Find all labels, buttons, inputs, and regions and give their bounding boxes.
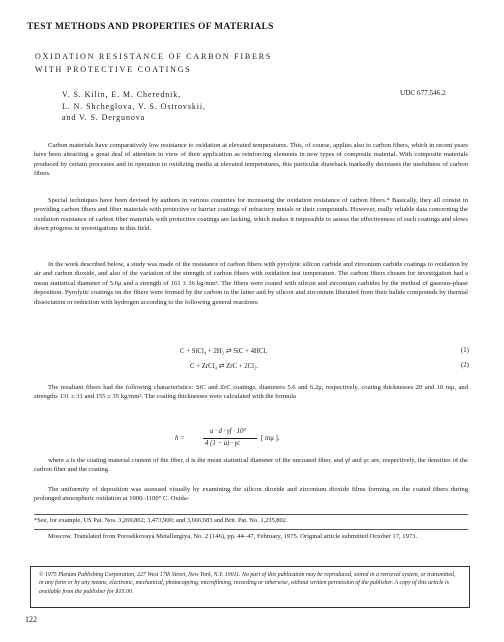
copyright-box: © 1975 Plenum Publishing Corporation, 227 West 17th Street, New York, N.Y. 10011. No part of this publication may be reproduced, stored in a retrieval system, or transmitted, in any form or by any means, electronic, mechanical, photocopying, microfilming, recording or otherwise, without written permission of the publisher. A copy of this article is available from the publisher for $15.00. [30, 566, 470, 608]
formula-denominator: 4 (1 − a) · γc [205, 440, 241, 447]
author-line: L. N. Shcheglova, V. S. Ostrovskii, [62, 101, 206, 111]
formula-lhs: h = [175, 435, 185, 442]
fraction-bar [203, 438, 257, 439]
author-list [62, 89, 206, 124]
thickness-formula [175, 428, 315, 452]
formula-unit: [ mμ ]. [261, 435, 280, 442]
footnote: *See, for example, US Pat. Nos. 3,269,802; 3,473,900; and 3,666,683 and Brit. Pat. No. 1,235,802. [34, 517, 288, 524]
author-line: V. S. Kilin, E. M. Cherednik, [62, 90, 182, 99]
paragraph: In the work described below, a study was made of the resistance of carbon fibers with pyrolytic silicon carbide and zirconium carbide coatings to oxidation by air and carbon dioxide, and also of the variation of the strength of carbon fibers with oxidation test temperature. The carbon fibers chosen for investigation had a mean statistical diameter of 5.6μ and a strength of 161 ± 36 kg/mm². The fibers were coated with silicon and zirconium carbides by the method of gaseous-phase deposition. Pyrolytic coatings on the fibers were formed by the carbon in the latter and by silicon and zirconium liberated from their halide compounds by thermal dissociation or reduction with hydrogen according to the following general reactions: [34, 261, 468, 306]
paragraph: The resultant fibers had the following characteristics: SiC and ZrC coatings, diameters 5.6 and 6.2μ, respectively, coating thicknesses 20 and 10 mμ, and strengths 131 ± 31 and 155 ± 35 kg/mm². The coating thicknesses were calculated with the formula [34, 384, 468, 401]
article-title [35, 50, 272, 76]
udc-code: UDC 677.546.2 [400, 89, 446, 97]
equation-number: (1) [461, 347, 469, 354]
title-line: WITH PROTECTIVE COATINGS [35, 65, 192, 74]
equation: C + ZrCl₄ ⇄ ZrC + 2Cl₂. [190, 363, 259, 370]
formula-numerator: a · d · γf · 10³ [210, 428, 246, 435]
paragraph: Carbon materials have comparatively low resistance to oxidation at elevated temperatures. This, of course, applies also to carbon fibers, which in recent years have been attracting a great deal of attention in view of their application as reinforcing elements in new types of composite material. With composite materials produced by certain processes and in operation in oxidizing media at elevated temperatures, this particular drawback markedly decreases the usefulness of carbon fibers. [34, 142, 468, 178]
footnote-divider [34, 514, 468, 515]
page-number: 122 [25, 615, 37, 624]
paragraph: Special techniques have been devised by authors in various countries for increasing the oxidation resistance of carbon fibers.* Basically, they all consist in providing carbon fibers and fiber materials with protective or barrier coatings of refractory metals or their compounds. However, really reliable data concerning the oxidation resistance of carbon fiber materials with protective coatings are lacking, which makes it impossible to assess the effectiveness of such coatings and slows down progress in investigations in this field. [34, 197, 468, 233]
title-line: OXIDATION RESISTANCE OF CARBON FIBERS [35, 52, 273, 61]
equation-number: (2) [461, 362, 469, 369]
paragraph: The uniformity of deposition was assessed visually by examining the silicon dioxide and zirconium dioxide films forming on the coated fibers during prolonged atmospheric oxidation at 1000–1100° C. Oxida- [34, 486, 468, 503]
section-heading: TEST METHODS AND PROPERTIES OF MATERIALS [27, 22, 274, 32]
paragraph: where a is the coating material content of the fiber, d is the mean statistical diameter of the uncoated fiber, and γf and γc are, respectively, the densities of the carbon fiber and the coating. [34, 457, 468, 474]
equation: C + SiCl₄ + 2H₂ ⇄ SiC + 4HCl, [180, 348, 268, 355]
author-line: and V. S. Dergunova [62, 113, 146, 122]
translation-source: Moscow. Translated from Poroshkovaya Metallurgiya, No. 2 (146), pp. 44–47, February, 1975. Original article submitted October 17, 1973. [48, 533, 418, 540]
source-divider [34, 529, 468, 530]
